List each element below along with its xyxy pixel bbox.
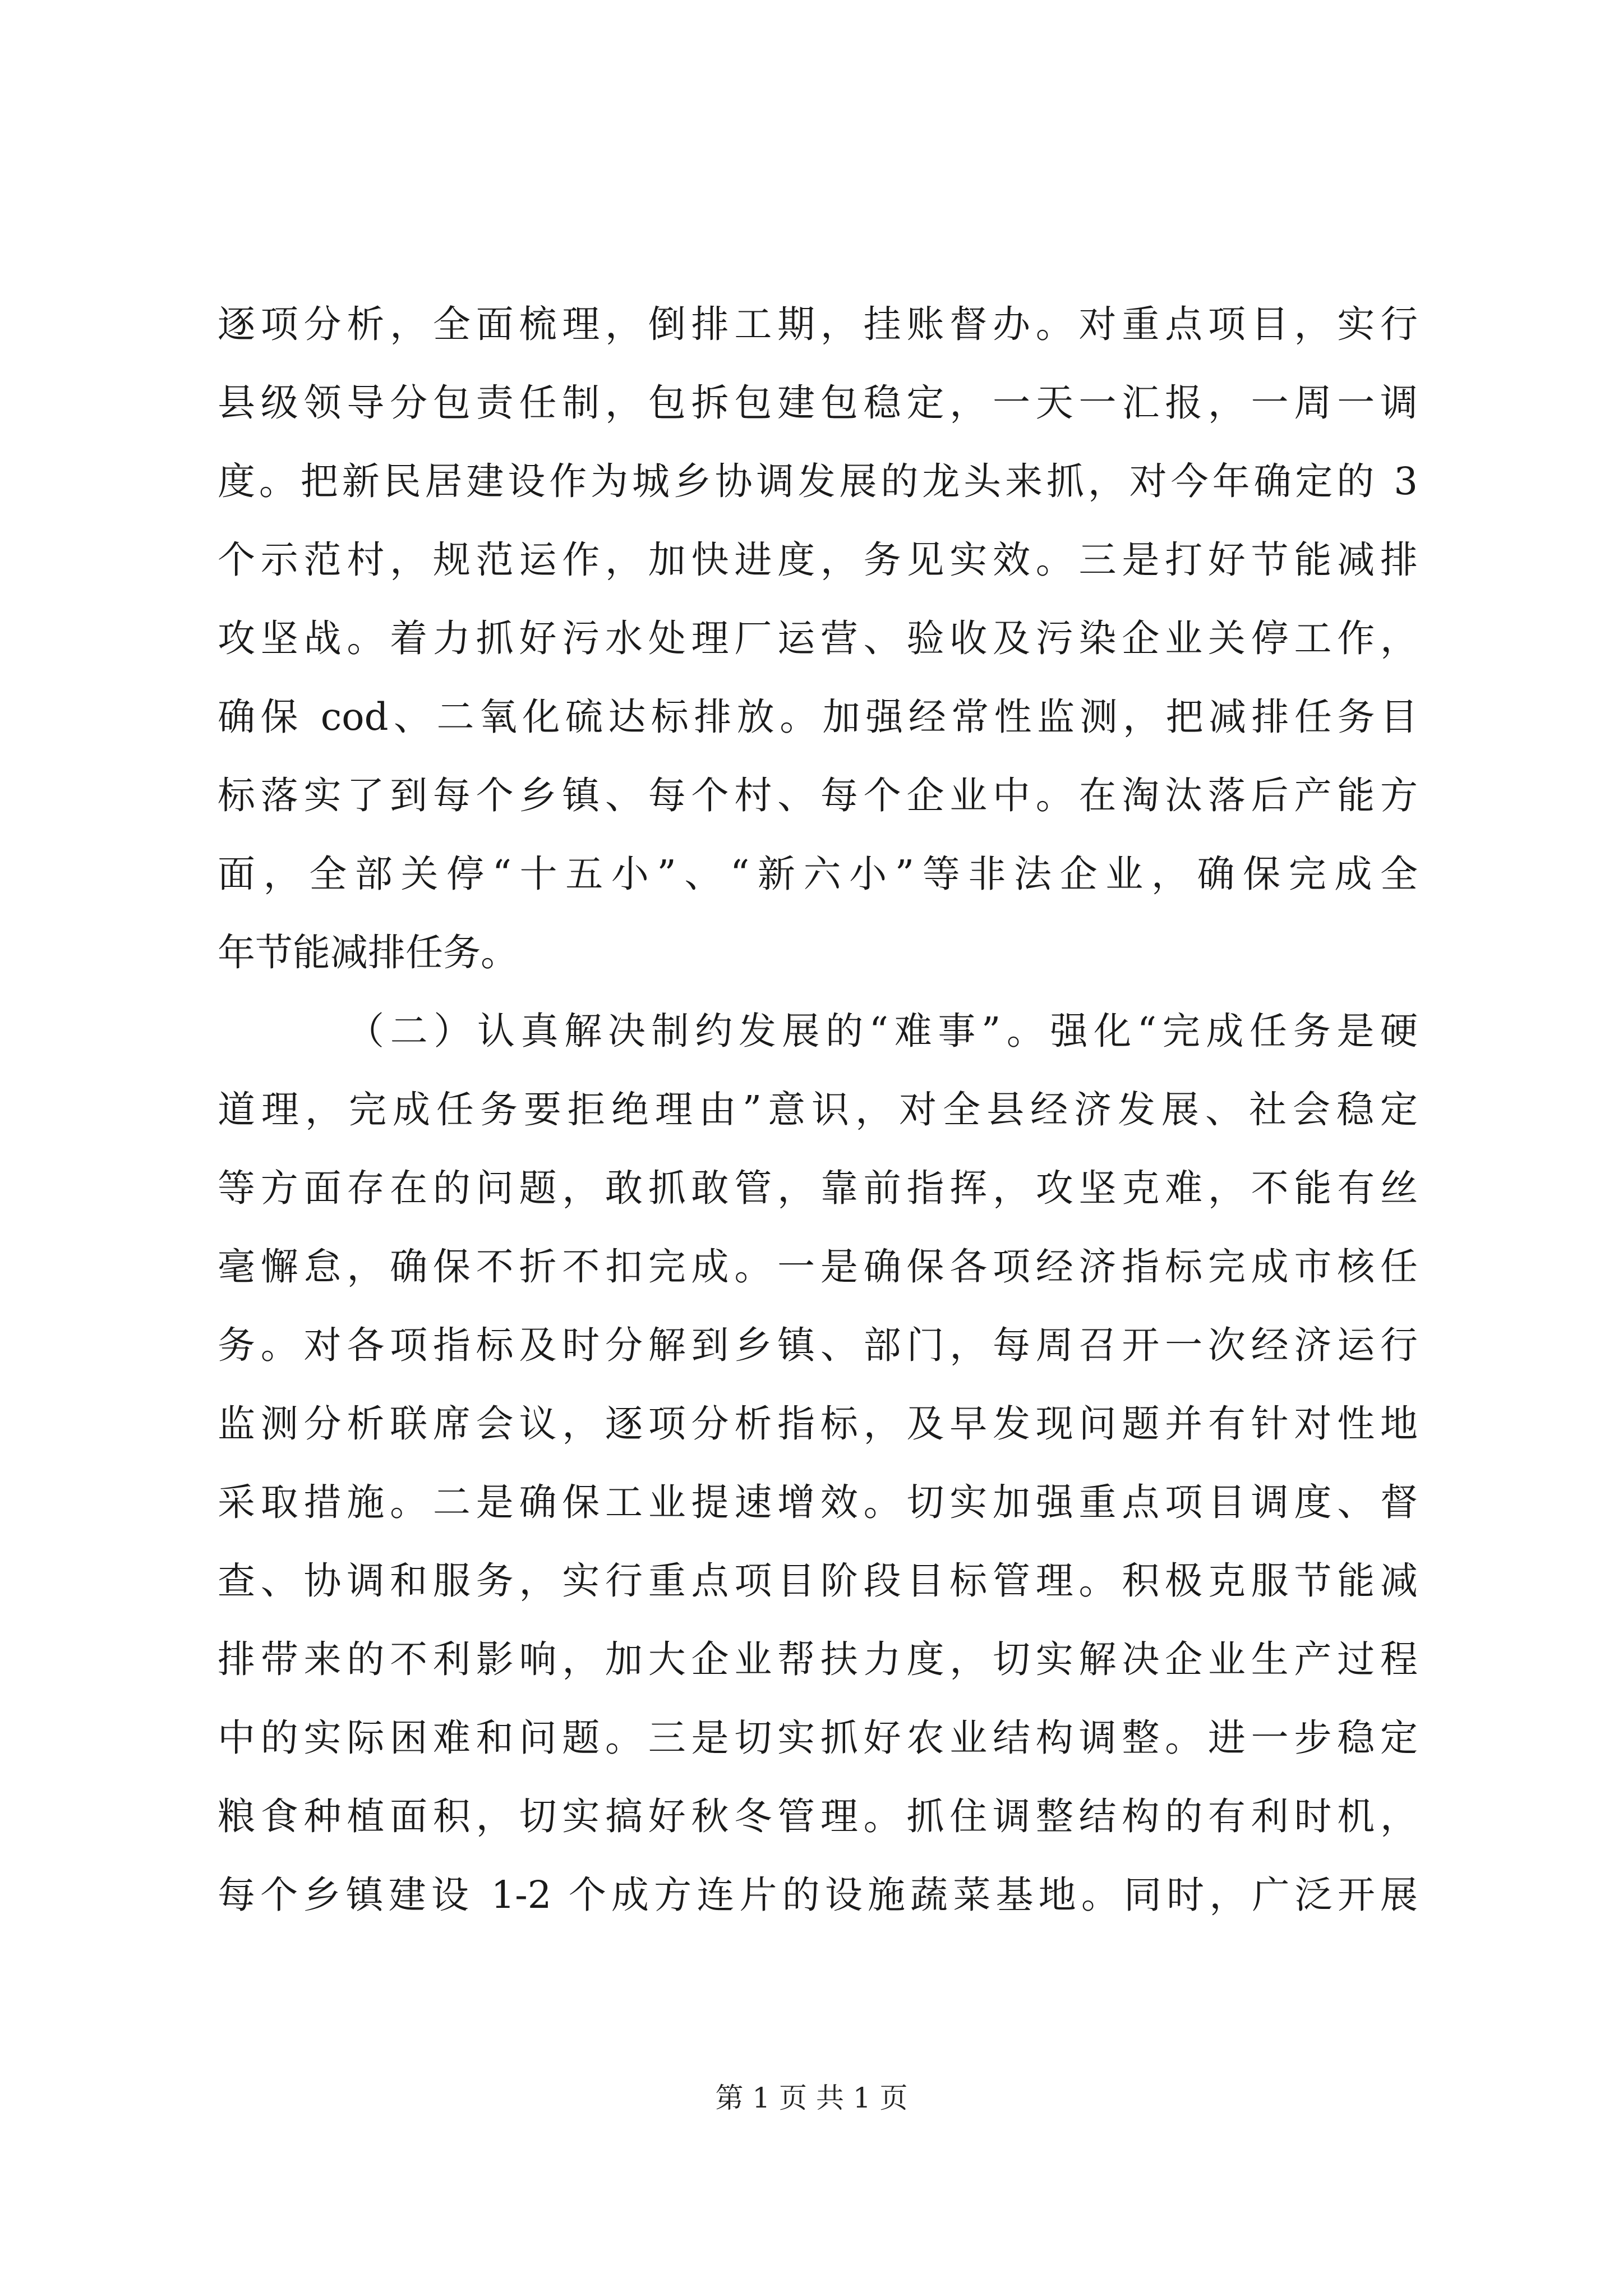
text-line: 道理，完成任务要拒绝理由”意识，对全县经济发展、社会稳定 bbox=[218, 1088, 1418, 1131]
text-line: 每个乡镇建设 1-2 个成方连片的设施蔬菜基地。同时，广泛开展 bbox=[218, 1873, 1418, 1917]
text-line: 粮食种植面积，切实搞好秋冬管理。抓住调整结构的有利时机， bbox=[218, 1795, 1418, 1838]
text-line: 中的实际困难和问题。三是切实抓好农业结构调整。进一步稳定 bbox=[218, 1716, 1418, 1760]
text-line: 毫懈怠，确保不折不扣完成。一是确保各项经济指标完成市核任 bbox=[218, 1245, 1418, 1289]
text-line: 度。把新民居建设作为城乡协调发展的龙头来抓，对今年确定的 3 bbox=[218, 459, 1418, 503]
text-line: 县级领导分包责任制，包拆包建包稳定，一天一汇报，一周一调 bbox=[218, 381, 1418, 425]
text-line: 逐项分析，全面梳理，倒排工期，挂账督办。对重点项目，实行 bbox=[218, 302, 1418, 346]
text-line: 排带来的不利影响，加大企业帮扶力度，切实解决企业生产过程 bbox=[218, 1637, 1418, 1681]
text-line: 攻坚战。着力抓好污水处理厂运营、验收及污染企业关停工作， bbox=[218, 616, 1418, 660]
text-line: 年节能减排任务。 bbox=[218, 931, 518, 974]
text-line: （二）认真解决制约发展的“难事”。强化“完成任务是硬 bbox=[347, 1009, 1418, 1053]
paragraph-2 bbox=[218, 992, 1418, 1934]
text-line: 个示范村，规范运作，加快进度，务见实效。三是打好节能减排 bbox=[218, 538, 1418, 582]
text-line: 面，全部关停“十五小”、“新六小”等非法企业，确保完成全 bbox=[218, 852, 1418, 896]
text-line: 采取措施。二是确保工业提速增效。切实加强重点项目调度、督 bbox=[218, 1480, 1418, 1524]
text-line: 标落实了到每个乡镇、每个村、每个企业中。在淘汰落后产能方 bbox=[218, 774, 1418, 817]
text-line: 查、协调和服务，实行重点项目阶段目标管理。积极克服节能减 bbox=[218, 1559, 1418, 1603]
page-footer bbox=[0, 2081, 1623, 2115]
page-number: 第 1 页 共 1 页 bbox=[715, 2082, 908, 2114]
paragraph-1 bbox=[218, 285, 1418, 992]
text-line: 监测分析联席会议，逐项分析指标，及早发现问题并有针对性地 bbox=[218, 1402, 1418, 1446]
text-line: 确保 cod、二氧化硫达标排放。加强经常性监测，把减排任务目 bbox=[218, 695, 1418, 739]
text-line: 等方面存在的问题，敢抓敢管，靠前指挥，攻坚克难，不能有丝 bbox=[218, 1166, 1418, 1210]
document-body bbox=[218, 285, 1418, 1934]
text-line: 务。对各项指标及时分解到乡镇、部门，每周召开一次经济运行 bbox=[218, 1323, 1418, 1367]
